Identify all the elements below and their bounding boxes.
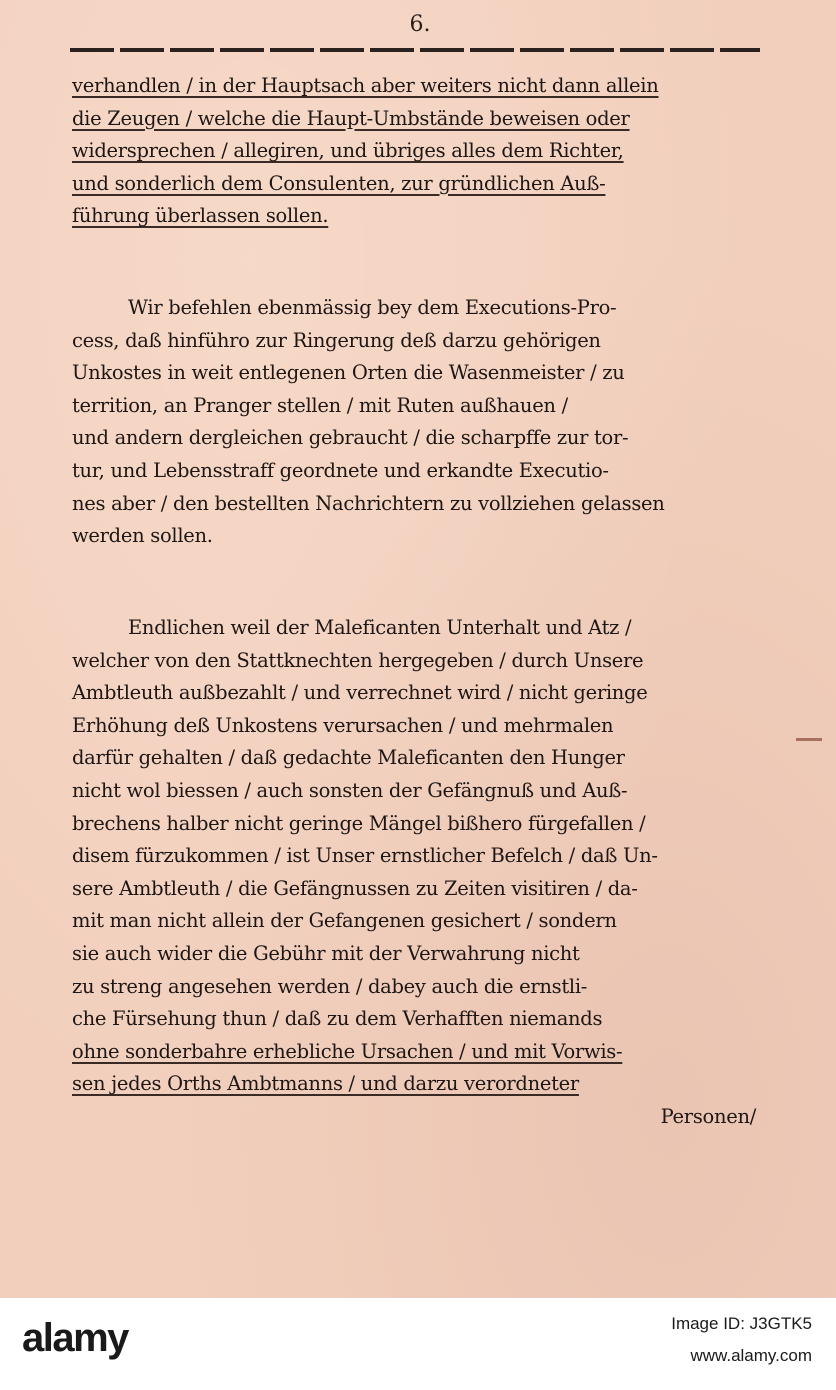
text-line: sen jedes Orths Ambtmanns / und darzu verordneter: [72, 1072, 579, 1096]
text-line: tur, und Lebensstraff geordnete und erkandte Executio-: [72, 458, 609, 482]
text-line: zu streng angesehen werden / dabey auch die ernstli-: [72, 974, 588, 998]
text-line: welcher von den Stattknechten hergegeben / durch Unsere: [72, 648, 644, 672]
text-line: mit man nicht allein der Gefangenen gesichert / sondern: [72, 909, 617, 933]
text-line: verhandlen / in der Hauptsach aber weiters nicht dann allein: [72, 74, 659, 97]
text-line: die Zeugen / welche die Haupt-Umbstände beweisen oder: [72, 106, 630, 130]
text-line: und sonderlich dem Consulenten, zur gründlichen Auß-: [72, 171, 606, 195]
text-line: führung überlassen sollen.: [72, 204, 329, 227]
text-line: Wir befehlen ebenmässig bey dem Executions-Pro-: [128, 296, 617, 319]
text-line: territion, an Pranger stellen / mit Ruten außhauen /: [72, 393, 568, 417]
text-line: darfür gehalten / daß gedachte Maleficanten den Hunger: [72, 746, 625, 770]
text-line: Ambtleuth außbezahlt / und verrechnet wird / nicht geringe: [72, 681, 648, 705]
text-line: che Fürsehung thun / daß zu dem Verhafften niemands: [72, 1007, 603, 1031]
text-line: Endlichen weil der Maleficanten Unterhalt und Atz /: [128, 616, 632, 639]
watermark-footer: [0, 1298, 836, 1390]
catchword: Personen/: [660, 1104, 756, 1128]
text-line: Unkostes in weit entlegenen Orten die Wasenmeister / zu: [72, 361, 625, 385]
header-rule: [70, 48, 760, 52]
alamy-logo: alamy: [22, 1316, 128, 1360]
margin-pen-mark: [796, 738, 822, 741]
text-line: werden sollen.: [72, 524, 213, 548]
text-line: und andern dergleichen gebraucht / die scharpffe zur tor-: [72, 426, 629, 450]
text-line: sie auch wider die Gebühr mit der Verwahrung nicht: [72, 941, 580, 965]
text-line: nicht wol biessen / auch sonsten der Gefängnuß und Auß-: [72, 778, 628, 802]
paragraph-1: [72, 70, 658, 233]
footer-url: www.alamy.com: [690, 1346, 812, 1365]
text-line: nes aber / den bestellten Nachrichtern zu vollziehen gelassen: [72, 491, 665, 515]
text-line: brechens halber nicht geringe Mängel bißhero fürgefallen /: [72, 811, 646, 835]
paragraph-2: [72, 292, 665, 553]
text-line: widersprechen / allegiren, und übriges alles dem Richter,: [72, 139, 624, 162]
paragraph-3: [72, 612, 756, 1134]
text-line: sere Ambtleuth / die Gefängnussen zu Zeiten visitiren / da-: [72, 876, 638, 900]
text-line: ohne sonderbahre erhebliche Ursachen / und mit Vorwis-: [72, 1039, 623, 1063]
text-line: Erhöhung deß Unkostens verursachen / und mehrmalen: [72, 713, 614, 737]
page-number: 6.: [409, 12, 431, 37]
text-line: cess, daß hinführo zur Ringerung deß darzu gehörigen: [72, 328, 601, 352]
text-line: disem fürzukommen / ist Unser ernstlicher Befelch / daß Un-: [72, 844, 658, 868]
image-id: Image ID: J3GTK5: [671, 1314, 812, 1333]
